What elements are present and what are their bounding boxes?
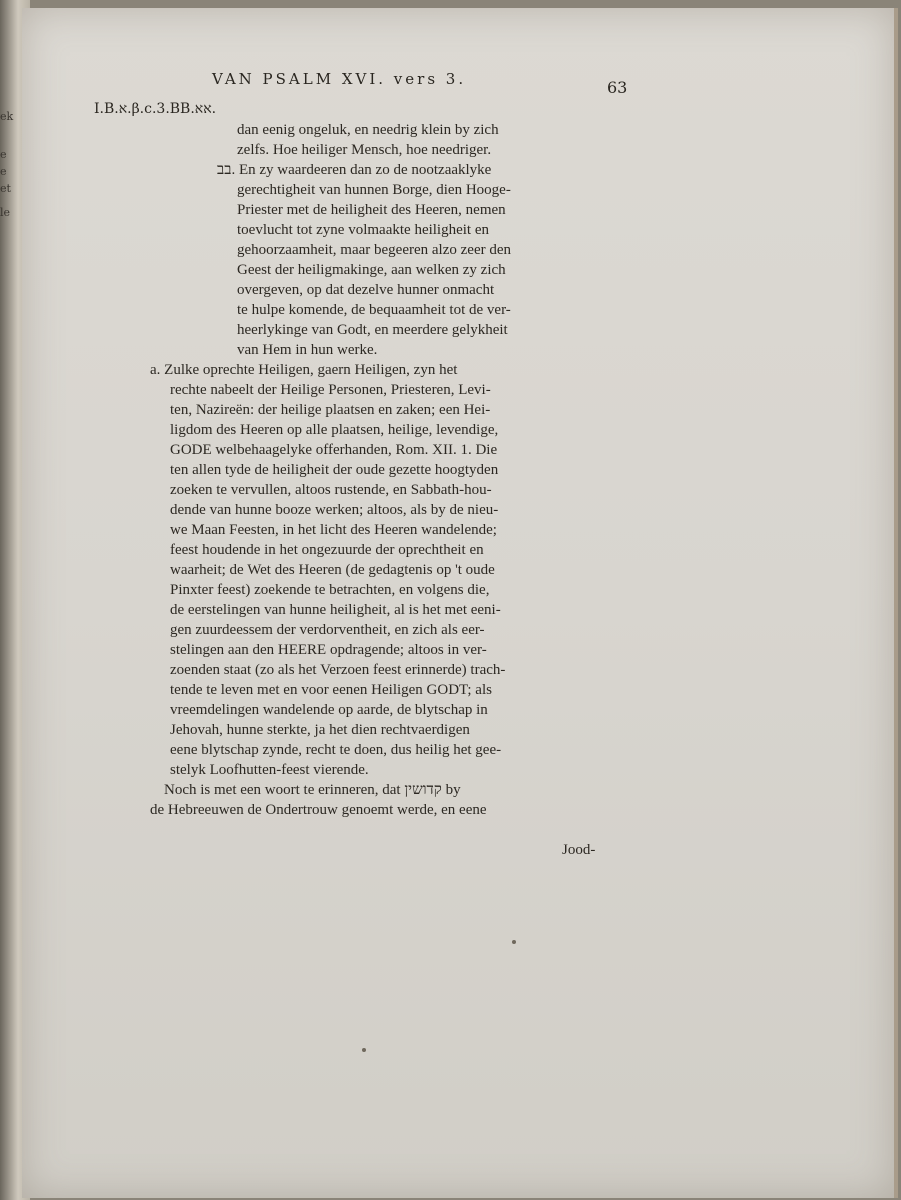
catchword: Jood-: [562, 842, 596, 858]
text-line: Geest der heiligmakinge, aan welken zy zich: [237, 262, 506, 278]
text-line: stelingen aan den HEERE opdragende; altoos in ver-: [170, 642, 487, 658]
text-line: dan eenig ongeluk, en needrig klein by zich: [237, 122, 499, 138]
text-line: ligdom des Heeren op alle plaatsen, heilige, levendige,: [170, 422, 499, 438]
text-line: zoeken te vervullen, altoos rustende, en Sabbath-hou-: [170, 482, 492, 498]
text-line: ten, Nazireën: der heilige plaatsen en zaken; een Hei-: [170, 402, 491, 418]
text-line: zoenden staat (zo als het Verzoen feest erinnerde) trach-: [170, 662, 506, 678]
text-line: eene blytschap zynde, recht te doen, dus heilig het gee-: [170, 742, 502, 758]
text-line: zelfs. Hoe heiliger Mensch, hoe needriger.: [237, 142, 492, 158]
paragraph-marker: בב.: [217, 162, 236, 178]
text-line: Jehovah, hunne sterkte, ja het dien rechtvaerdigen: [170, 722, 470, 738]
text-line: tende te leven met en voor eenen Heiligen GODT; als: [170, 682, 492, 698]
text-line: בב. En zy waardeeren dan zo de nootzaaklyke: [217, 162, 492, 178]
text-line: te hulpe komende, de bequaamheit tot de ver-: [237, 302, 511, 318]
facing-page-fragment: le: [0, 206, 11, 219]
text-line: overgeven, op dat dezelve hunner onmacht: [237, 282, 495, 298]
text-line: rechte nabeelt der Heilige Personen, Priesteren, Levi-: [170, 382, 491, 398]
text-line: waarheit; de Wet des Heeren (de gedagtenis op 't oude: [170, 562, 495, 578]
book-page: [22, 8, 898, 1198]
text-line: Noch is met een woort te erinneren, dat קדושין by: [164, 782, 461, 798]
paper-speck: [512, 940, 516, 944]
text-line: dende van hunne booze werken; altoos, als by de nieu-: [170, 502, 499, 518]
facing-page-fragment: et: [0, 182, 11, 195]
running-title: VAN PSALM XVI. vers 3.: [212, 70, 467, 88]
text-line: de Hebreeuwen de Ondertrouw genoemt werde, en eene: [150, 802, 487, 818]
text-line: de eerstelingen van hunne heiligheit, al is het met eeni-: [170, 602, 501, 618]
text-line: toevlucht tot zyne volmaakte heiligheit en: [237, 222, 490, 238]
text-line: heerlykinge van Godt, en meerdere gelykheit: [237, 322, 508, 338]
text-line: Pinxter feest) zoekende te betrachten, en volgens die,: [170, 582, 490, 598]
text-line: ten allen tyde de heiligheit der oude gezette hoogtyden: [170, 462, 499, 478]
text-line: feest houdende in het ongezuurde der oprechtheit en: [170, 542, 484, 558]
text-line: van Hem in hun werke.: [237, 342, 378, 358]
paragraph-marker: a.: [150, 362, 161, 378]
page-number: 63: [607, 78, 628, 97]
facing-page-fragment: ek: [0, 110, 14, 123]
text-line: gerechtigheit van hunnen Borge, dien Hooge-: [237, 182, 511, 198]
text-line: vreemdelingen wandelende op aarde, de blytschap in: [170, 702, 488, 718]
text-line: gen zuurdeessem der verdorventheit, en zich als eer-: [170, 622, 485, 638]
paper-speck: [362, 1048, 366, 1052]
page-body-text: [142, 120, 627, 820]
facing-page-fragment: e: [0, 148, 7, 161]
signature-note: I.B.א.β.c.3.BB.אא.: [94, 101, 217, 117]
text-line: stelyk Loofhutten-feest vierende.: [170, 762, 369, 778]
text-line: gehoorzaamheit, maar begeeren alzo zeer den: [237, 242, 511, 258]
text-line: a. Zulke oprechte Heiligen, gaern Heiligen, zyn het: [150, 362, 458, 378]
text-line: GODE welbehaagelyke offerhanden, Rom. XII. 1. Die: [170, 442, 498, 458]
text-line: Priester met de heiligheit des Heeren, nemen: [237, 202, 506, 218]
text-line: we Maan Feesten, in het licht des Heeren wandelende;: [170, 522, 497, 538]
facing-page-fragment: e: [0, 165, 7, 178]
